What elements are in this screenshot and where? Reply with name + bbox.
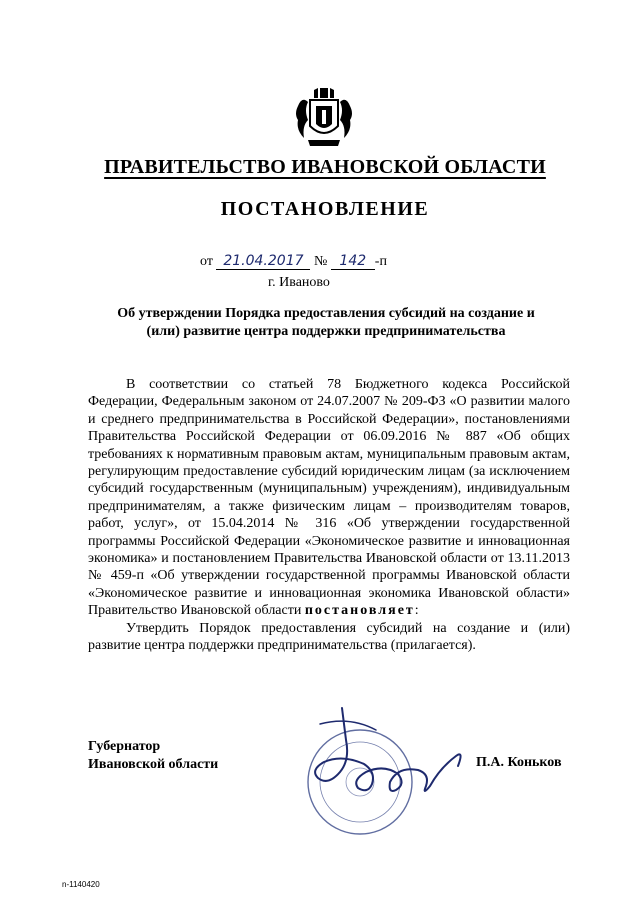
date-prefix: от xyxy=(200,254,213,269)
coat-of-arms-icon xyxy=(294,86,354,150)
organization-title: ПРАВИТЕЛЬСТВО ИВАНОВСКОЙ ОБЛАСТИ xyxy=(104,156,546,178)
body-paragraph-2: Утвердить Порядок предоставления субсидий на создание и (или) развитие центра поддержки предпринимательства (прилагается). xyxy=(88,620,570,654)
number-suffix: -п xyxy=(374,254,387,269)
city: г. Иваново xyxy=(268,275,330,290)
date-number-line xyxy=(200,254,460,270)
signatory-title xyxy=(88,738,218,774)
document-type: ПОСТАНОВЛЕНИЕ xyxy=(220,198,430,220)
official-stamp-and-signature-icon xyxy=(280,700,480,850)
number-value: 142 xyxy=(331,254,375,270)
signatory-title-line-1: Губернатор xyxy=(88,739,161,754)
document-body xyxy=(88,376,570,655)
footer-code: n-1140420 xyxy=(62,880,100,889)
number-prefix: № xyxy=(313,254,328,269)
body-paragraph-1: В соответствии со статьей 78 Бюджетного кодекса Российской Федерации, Федеральным законом от 24.07.2007 № 209-ФЗ «О развитии малого и среднего предпринимательства в Российской Федерации», постановлениями Правительства Российской Федерации от 06.09.2016 № 887 «Об общих требованиях к нормативным правовым актам, муниципальным правовым актам, регулирующим предоставление субсидий юридическим лицам (за исключением субсидий государственным (муниципальным) учреждениям), индивидуальным предпринимателям, а также физическим лицам – производителям товаров, работ, услуг», от 15.04.2014 № 316 «Об утверждении государственной программы Российской Федерации «Экономическое развитие и инновационная экономика» и постановлением Правительства Ивановской области от 13.11.2013 № 459-п «Об утверждении государственной программы Ивановской области «Экономическое развитие и инновационная экономика Ивановской области» Правительство Ивановской области постановляет: xyxy=(88,377,570,619)
date-value: 21.04.2017 xyxy=(216,254,310,270)
document-subject: Об утверждении Порядка предоставления субсидий на создание и (или) развитие центра поддержки предпринимательства xyxy=(117,306,535,339)
signatory-title-line-2: Ивановской области xyxy=(88,757,219,772)
paragraph-1-text: В соответствии со статьей 78 Бюджетного кодекса Российской Федерации, Федеральным законом от 24.07.2007 № 209-ФЗ «О развитии малого и среднего предпринимательства в Российской Федерации», постановлениями Правительства Российской Федерации от 06.09.2016 № 887 «Об общих требованиях к нормативным правовым актам, муниципальным правовым актам, регулирующим предоставление субсидий юридическим лицам (за исключением субсидий государственным (муниципальным) учреждениям), индивидуальным предпринимателям, а также физическим лицам – производителям товаров, работ, услуг», от 15.04.2014 № 316 «Об утверждении государственной программы Российской Федерации «Экономическое развитие и инновационная экономика» и постановлением Правительства Ивановской области от 13.11.2013 № 459-п «Об утверждении государственной программы Ивановской области «Экономическое развитие и инновационная экономика Ивановской области» Правительство Ивановской области xyxy=(88,377,570,619)
signatory-name: П.А. Коньков xyxy=(476,755,562,770)
decree-word: постановляет xyxy=(304,603,415,619)
